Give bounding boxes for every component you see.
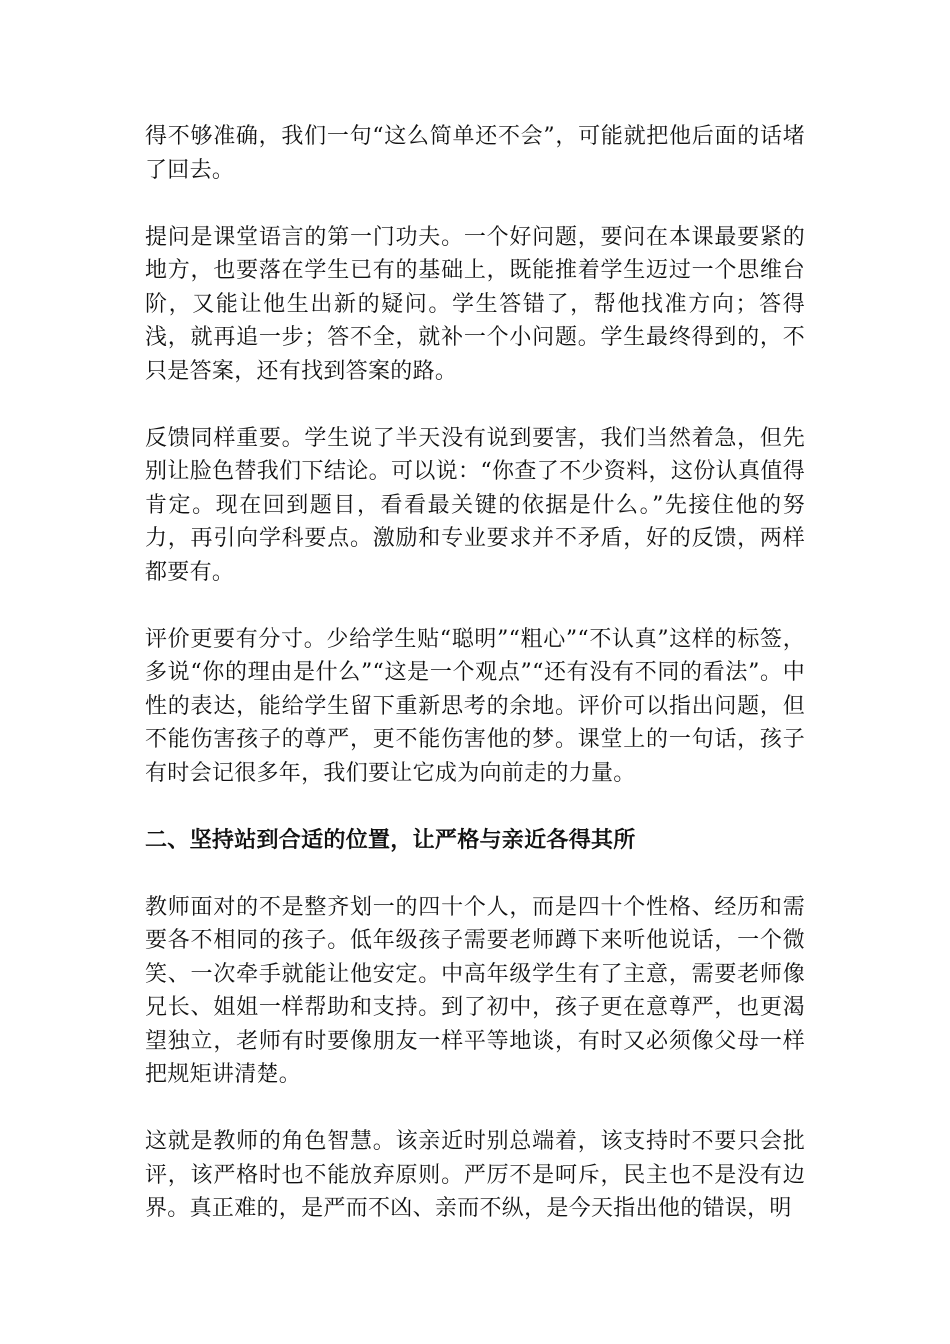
article-body [145,120,805,1259]
section-heading: 二、坚持站到合适的位置，让严格与亲近各得其所 [145,826,636,853]
paragraph-feedback: 反馈同样重要。学生说了半天没有说到要害，我们当然着急，但先别让脸色替我们下结论。可以说：“你查了不少资料，这份认真值得肯定。现在回到题目，看看最关键的依据是什么。”先接住他的努力，再引向学科要点。激励和专业要求并不矛盾，好的反馈，两样都要有。 [145,425,805,585]
paragraph-role-wisdom: 这就是教师的角色智慧。该亲近时别总端着，该支持时不要只会批评，该严格时也不能放弃原则。严厉不是呵斥，民主也不是没有边界。真正难的，是严而不凶、亲而不纵，是今天指出他的错误，明 [145,1129,805,1221]
paragraph-continuation: 得不够准确，我们一句“这么简单还不会”，可能就把他后面的话堵了回去。 [145,124,805,183]
paragraph-students: 教师面对的不是整齐划一的四十个人，而是四十个性格、经历和需要各不相同的孩子。低年级孩子需要老师蹲下来听他说话，一个微笑、一次牵手就能让他安定。中高年级学生有了主意，需要老师像兄长、姐姐一样帮助和支持。到了初中，孩子更在意尊严，也更渴望独立，老师有时要像朋友一样平等地谈，有时又必须像父母一样把规矩讲清楚。 [145,894,805,1087]
paragraph-evaluation: 评价更要有分寸。少给学生贴“聪明”“粗心”“不认真”这样的标签，多说“你的理由是什么”“这是一个观点”“还有没有不同的看法”。中性的表达，能给学生留下重新思考的余地。评价可以指出问题，但不能伤害孩子的尊严，更不能伤害他的梦。课堂上的一句话，孩子有时会记很多年，我们要让它成为向前走的力量。 [145,626,805,786]
paragraph-questioning: 提问是课堂语言的第一门功夫。一个好问题，要问在本课最要紧的地方，也要落在学生已有的基础上，既能推着学生迈过一个思维台阶，又能让他生出新的疑问。学生答错了，帮他找准方向；答得浅，就再追一步；答不全，就补一个小问题。学生最终得到的，不只是答案，还有找到答案的路。 [145,224,805,384]
